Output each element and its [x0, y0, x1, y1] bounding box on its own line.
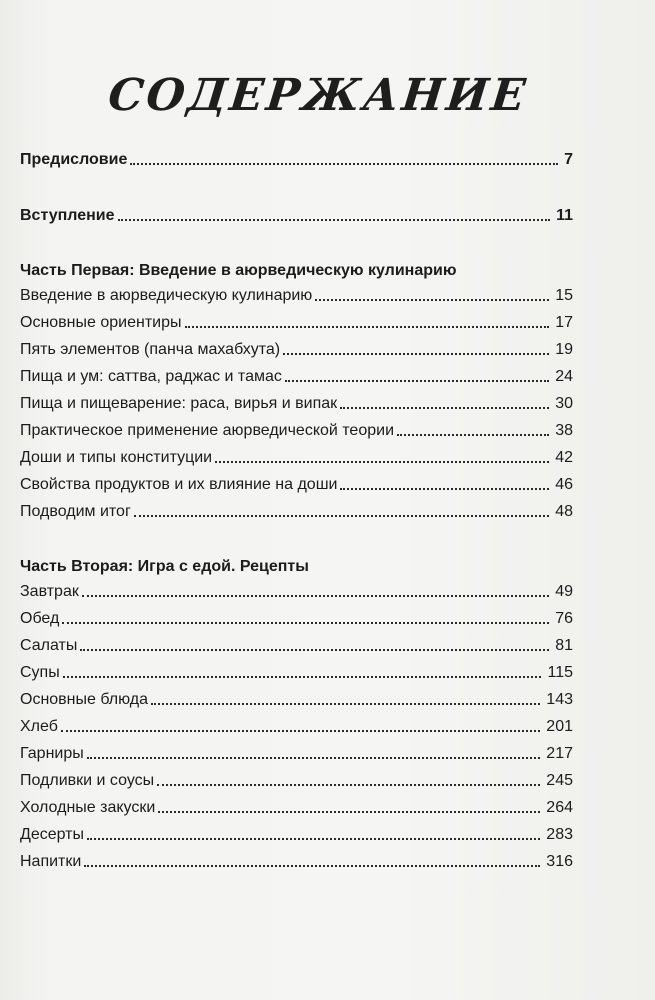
toc-entry-preface[interactable]	[20, 146, 573, 170]
dot-leader	[87, 837, 540, 840]
toc-entry[interactable]	[20, 471, 573, 495]
toc-entry[interactable]	[20, 309, 573, 333]
entry-label: Холодные закуски	[20, 799, 156, 816]
dot-leader	[134, 514, 549, 517]
entry-label: Салаты	[20, 637, 78, 654]
dot-leader	[63, 675, 542, 678]
entry-page: 81	[555, 637, 573, 654]
entry-label: Пища и ум: саттва, раджас и тамас	[20, 368, 282, 385]
toc-entry[interactable]	[20, 659, 573, 683]
dot-leader	[151, 702, 540, 705]
toc-entry[interactable]	[20, 282, 573, 306]
entry-page: 115	[547, 664, 573, 681]
entry-label: Пять элементов (панча махабхута)	[20, 341, 281, 358]
dot-leader	[397, 433, 549, 436]
entry-label: Гарниры	[20, 745, 84, 762]
dot-leader	[185, 325, 550, 328]
dot-leader	[61, 729, 540, 732]
toc-entry[interactable]	[20, 444, 573, 468]
dot-leader	[130, 162, 558, 165]
toc-entry[interactable]	[20, 363, 573, 387]
entry-label: Основные блюда	[20, 691, 149, 708]
entry-label: Практическое применение аюрведической теории	[20, 422, 394, 439]
toc-entry[interactable]	[20, 390, 573, 414]
entry-label: Введение в аюрведическую кулинарию	[20, 287, 313, 304]
entry-page: 7	[564, 151, 573, 168]
toc-entry[interactable]	[20, 767, 573, 791]
entry-page: 38	[555, 422, 573, 439]
entry-label: Основные ориентиры	[20, 314, 182, 331]
entry-label: Хлеб	[20, 718, 58, 735]
dot-leader	[84, 864, 540, 867]
entry-page: 46	[555, 476, 573, 493]
entry-page: 42	[555, 449, 573, 466]
entry-label: Завтрак	[20, 583, 79, 600]
dot-leader	[82, 594, 549, 597]
dot-leader	[87, 756, 541, 759]
dot-leader	[215, 460, 549, 463]
entry-label: Вступление	[20, 207, 115, 224]
dot-leader	[340, 406, 549, 409]
part-two-heading: Часть Вторая: Игра с едой. Рецепты	[20, 558, 309, 575]
entry-label: Напитки	[20, 853, 82, 870]
entry-label: Супы	[20, 664, 60, 681]
part-one-heading: Часть Первая: Введение в аюрведическую кулинарию	[20, 262, 457, 279]
entry-page: 17	[555, 314, 573, 331]
entry-page: 201	[546, 718, 573, 735]
entry-label: Свойства продуктов и их влияние на доши	[20, 476, 338, 493]
toc-entry[interactable]	[20, 605, 573, 629]
toc-entry[interactable]	[20, 498, 573, 522]
toc-entry[interactable]	[20, 686, 573, 710]
toc-entry[interactable]	[20, 336, 573, 360]
entry-page: 11	[556, 207, 573, 224]
toc-entry[interactable]	[20, 740, 573, 764]
entry-page: 15	[555, 287, 573, 304]
entry-page: 245	[546, 772, 573, 789]
dot-leader	[80, 648, 549, 651]
toc-entry[interactable]	[20, 578, 573, 602]
dot-leader	[283, 352, 549, 355]
dot-leader	[340, 487, 549, 490]
entry-page: 49	[555, 583, 573, 600]
entry-label: Пища и пищеварение: раса, вирья и випак	[20, 395, 338, 412]
toc-entry[interactable]	[20, 794, 573, 818]
entry-label: Подливки и соусы	[20, 772, 155, 789]
entry-page: 76	[555, 610, 573, 627]
toc-entry[interactable]	[20, 821, 573, 845]
dot-leader	[118, 218, 551, 221]
entry-page: 48	[555, 503, 573, 520]
entry-page: 316	[546, 853, 573, 870]
entry-page: 24	[555, 368, 573, 385]
toc-entry[interactable]	[20, 417, 573, 441]
entry-page: 143	[546, 691, 573, 708]
entry-label: Предисловие	[20, 151, 128, 168]
dot-leader	[157, 783, 540, 786]
entry-label: Доши и типы конституции	[20, 449, 213, 466]
dot-leader	[285, 379, 549, 382]
entry-page: 30	[555, 395, 573, 412]
entry-page: 19	[555, 341, 573, 358]
toc-entry-introduction[interactable]	[20, 202, 573, 226]
dot-leader	[158, 810, 540, 813]
toc-entry[interactable]	[20, 713, 573, 737]
entry-label: Десерты	[20, 826, 85, 843]
page-title: СОДЕРЖАНИЕ	[105, 70, 531, 121]
entry-page: 283	[546, 826, 573, 843]
entry-page: 264	[546, 799, 573, 816]
toc-entry[interactable]	[20, 632, 573, 656]
entry-label: Обед	[20, 610, 60, 627]
dot-leader	[315, 298, 549, 301]
toc-entry[interactable]	[20, 848, 573, 872]
entry-page: 217	[546, 745, 573, 762]
dot-leader	[62, 621, 549, 624]
entry-label: Подводим итог	[20, 503, 131, 520]
